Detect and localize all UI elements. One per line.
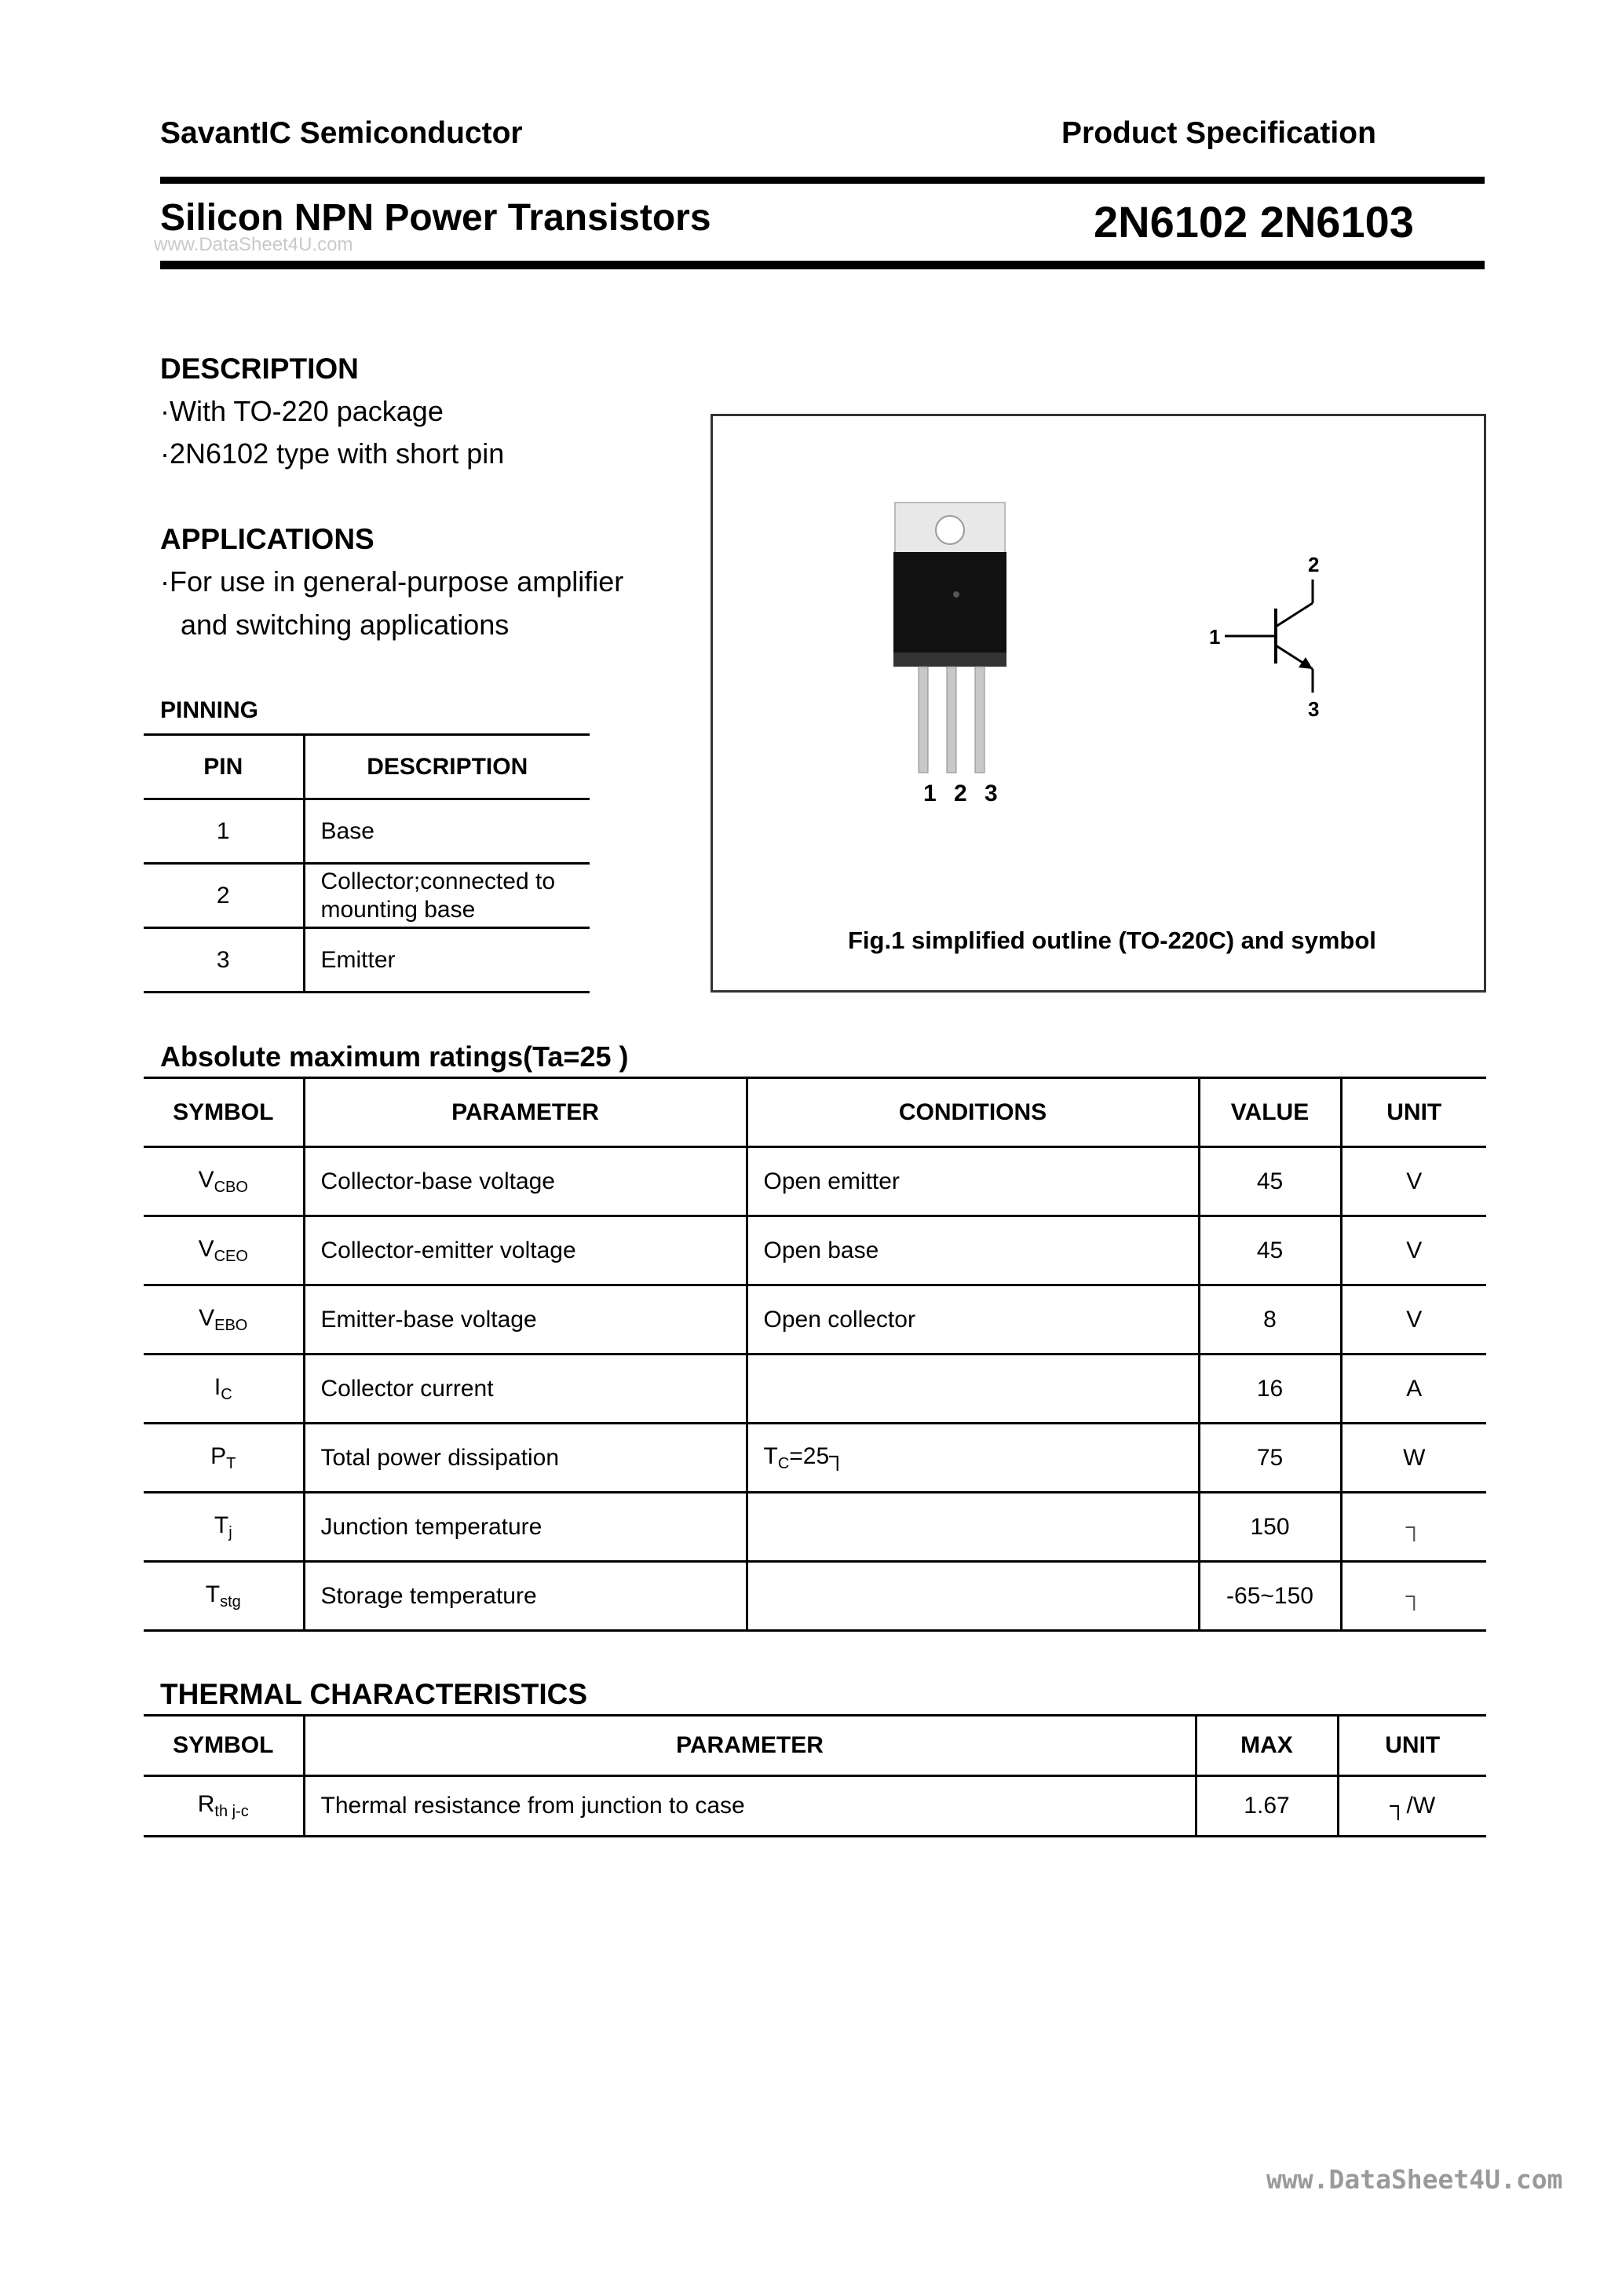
value-cell: 8 [1199, 1285, 1341, 1355]
abs-max-heading: Absolute maximum ratings(Ta=25 ) [160, 1040, 629, 1073]
parameter-cell: Emitter-base voltage [304, 1285, 747, 1355]
figure-box [711, 414, 1486, 993]
unit-cell: W [1341, 1424, 1486, 1493]
to220-package-photo [879, 499, 1028, 781]
conditions-cell: Open base [747, 1216, 1199, 1285]
description-heading: DESCRIPTION [160, 353, 359, 385]
abs-max-header-row [144, 1078, 1486, 1147]
pin-description-line-2: mounting base [320, 896, 476, 923]
col-value: VALUE [1199, 1078, 1341, 1147]
symbol-cell: $V_{CEO}$ [144, 1216, 304, 1285]
col-symbol: SYMBOL [144, 1716, 304, 1776]
symbol-cell: $T_{stg}$ [144, 1562, 304, 1631]
symbol-label-base: 1 [1209, 625, 1221, 649]
table-row [144, 1285, 1486, 1355]
value-cell: -65~150 [1199, 1562, 1341, 1631]
doc-type: Product Specification [1061, 116, 1376, 150]
conditions-cell: $T_C=25┐$ [747, 1424, 1199, 1493]
applications-heading: APPLICATIONS [160, 523, 374, 555]
table-row [144, 1147, 1486, 1216]
npn-transistor-symbol [1209, 550, 1366, 730]
thermal-table [144, 1714, 1486, 1837]
value-cell: 150 [1199, 1493, 1341, 1562]
conditions-cell: Open collector [747, 1285, 1199, 1355]
conditions-cell [747, 1562, 1199, 1631]
col-symbol: SYMBOL [144, 1078, 304, 1147]
pinning-col-description: DESCRIPTION [304, 735, 590, 799]
table-row [144, 1424, 1486, 1493]
parameter-cell: Junction temperature [304, 1493, 747, 1562]
pin-number: 3 [144, 928, 304, 993]
company-name: SavantIC Semiconductor [160, 116, 523, 150]
col-conditions: CONDITIONS [747, 1078, 1199, 1147]
table-row [144, 1216, 1486, 1285]
col-unit: UNIT [1341, 1078, 1486, 1147]
unit-cell: V [1341, 1216, 1486, 1285]
pinning-header-row [144, 735, 590, 799]
value-cell: 45 [1199, 1147, 1341, 1216]
watermark-top: www.DataSheet4U.com [154, 234, 353, 255]
conditions-cell [747, 1493, 1199, 1562]
abs-max-table [144, 1077, 1486, 1632]
symbol-cell: $V_{CBO}$ [144, 1147, 304, 1216]
conditions-cell: Open emitter [747, 1147, 1199, 1216]
package-pin-numbers: 1 2 3 [923, 781, 998, 806]
col-max: MAX [1196, 1716, 1338, 1776]
page-title: Silicon NPN Power Transistors [160, 197, 711, 239]
max-cell: 1.67 [1196, 1776, 1338, 1837]
applications-line-2: and switching applications [181, 609, 510, 641]
pin-description [304, 864, 590, 928]
table-row [144, 864, 590, 928]
table-row [144, 928, 590, 993]
parameter-cell: Collector current [304, 1355, 747, 1424]
description-line-1: ·With TO-220 package [160, 395, 444, 427]
symbol-cell: $P_T$ [144, 1424, 304, 1493]
conditions-cell [747, 1355, 1199, 1424]
symbol-cell: $I_C$ [144, 1355, 304, 1424]
unit-cell: ┐ [1341, 1493, 1486, 1562]
symbol-cell: $V_{EBO}$ [144, 1285, 304, 1355]
pinning-col-pin: PIN [144, 735, 304, 799]
unit-cell: ┐ [1341, 1562, 1486, 1631]
value-cell: 16 [1199, 1355, 1341, 1424]
table-row [144, 799, 590, 864]
col-parameter: PARAMETER [304, 1716, 1196, 1776]
parameter-cell: Collector-base voltage [304, 1147, 747, 1216]
value-cell: 45 [1199, 1216, 1341, 1285]
table-row [144, 1355, 1486, 1424]
header-rule-top [160, 177, 1485, 184]
table-row [144, 1776, 1486, 1837]
figure-caption: Fig.1 simplified outline (TO-220C) and symbol [848, 927, 1376, 954]
description-line-2: ·2N6102 type with short pin [160, 437, 505, 470]
col-parameter: PARAMETER [304, 1078, 747, 1147]
pinning-heading: PINNING [160, 697, 259, 723]
symbol-label-collector: 2 [1308, 553, 1320, 576]
thermal-heading: THERMAL CHARACTERISTICS [160, 1678, 588, 1710]
table-row [144, 1493, 1486, 1562]
pin-description: Emitter [304, 928, 590, 993]
thermal-header-row [144, 1716, 1486, 1776]
pin-number: 1 [144, 799, 304, 864]
unit-cell: ┐/W [1338, 1776, 1486, 1837]
watermark-bottom: www.DataSheet4U.com [1266, 2164, 1563, 2195]
value-cell: 75 [1199, 1424, 1341, 1493]
symbol-label-emitter: 3 [1308, 697, 1320, 721]
table-row [144, 1562, 1486, 1631]
symbol-cell: $T_j$ [144, 1493, 304, 1562]
parameter-cell: Collector-emitter voltage [304, 1216, 747, 1285]
pin-description-line-1: Collector;connected to [320, 868, 556, 894]
applications-line-1: ·For use in general-purpose amplifier [160, 565, 624, 598]
header-rule-bottom [160, 261, 1485, 269]
pin-description: Base [304, 799, 590, 864]
col-unit: UNIT [1338, 1716, 1486, 1776]
parameter-cell: Thermal resistance from junction to case [304, 1776, 1196, 1837]
pin-number: 2 [144, 864, 304, 928]
unit-cell: A [1341, 1355, 1486, 1424]
pinning-table [144, 733, 590, 993]
unit-cell: V [1341, 1285, 1486, 1355]
unit-cell: V [1341, 1147, 1486, 1216]
parameter-cell: Storage temperature [304, 1562, 747, 1631]
parameter-cell: Total power dissipation [304, 1424, 747, 1493]
symbol-cell: $R_{th j-c}$ [144, 1776, 304, 1837]
part-numbers: 2N6102 2N6103 [1094, 197, 1414, 247]
